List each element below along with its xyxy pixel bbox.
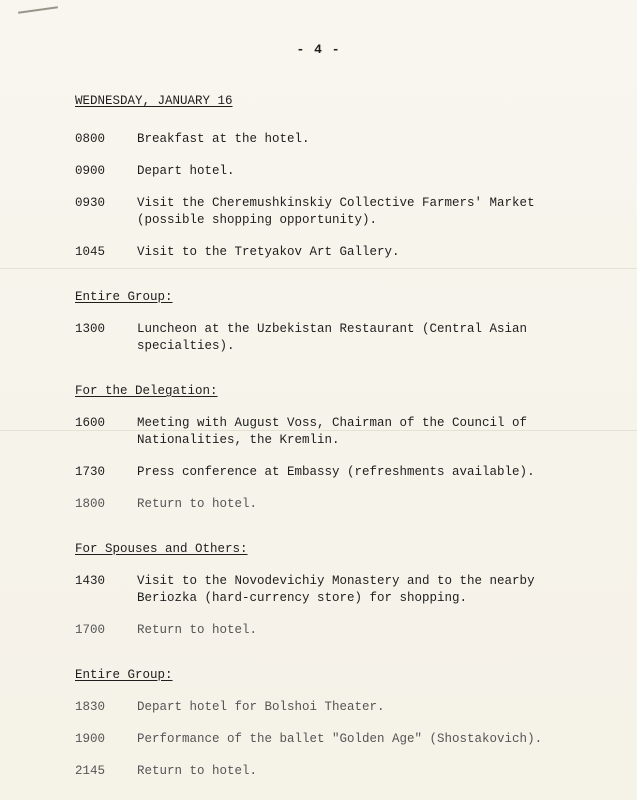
section-heading: For Spouses and Others: bbox=[75, 542, 248, 556]
schedule-entry bbox=[75, 195, 595, 229]
entry-text: Visit the Cheremushkinskiy Collective Farmers' Market (possible shopping opportunity). bbox=[137, 196, 535, 227]
entry-time: 1730 bbox=[75, 465, 106, 479]
schedule-entry bbox=[75, 464, 595, 481]
schedule-section bbox=[75, 289, 595, 355]
schedule bbox=[75, 93, 595, 780]
entry-text: Return to hotel. bbox=[137, 497, 258, 511]
schedule-entry bbox=[75, 573, 595, 607]
schedule-entry bbox=[75, 622, 595, 639]
entry-text: Visit to the Novodevichiy Monastery and to the nearby Beriozka (hard-currency store) for shopping. bbox=[137, 574, 535, 605]
day-heading: WEDNESDAY, JANUARY 16 bbox=[75, 94, 233, 108]
schedule-section bbox=[75, 541, 595, 639]
schedule-entry bbox=[75, 244, 595, 261]
entry-time: 1430 bbox=[75, 574, 106, 588]
schedule-entry bbox=[75, 415, 595, 449]
entry-time: 0900 bbox=[75, 164, 106, 178]
pen-mark bbox=[18, 6, 58, 14]
entry-time: 1800 bbox=[75, 497, 106, 511]
schedule-entry bbox=[75, 163, 595, 180]
entry-time: 1045 bbox=[75, 245, 106, 259]
entry-time: 2145 bbox=[75, 764, 106, 778]
entry-text: Luncheon at the Uzbekistan Restaurant (Central Asian specialties). bbox=[137, 322, 528, 353]
entry-time: 1900 bbox=[75, 732, 106, 746]
section-heading: Entire Group: bbox=[75, 668, 173, 682]
entry-text: Return to hotel. bbox=[137, 764, 258, 778]
entry-text: Return to hotel. bbox=[137, 623, 258, 637]
schedule-section bbox=[75, 131, 595, 261]
schedule-section bbox=[75, 383, 595, 513]
entry-time: 0930 bbox=[75, 196, 106, 210]
entry-time: 1830 bbox=[75, 700, 106, 714]
entry-time: 0800 bbox=[75, 132, 106, 146]
schedule-entry bbox=[75, 731, 595, 748]
entry-text: Breakfast at the hotel. bbox=[137, 132, 310, 146]
entry-text: Performance of the ballet "Golden Age" (Shostakovich). bbox=[137, 732, 543, 746]
schedule-entry bbox=[75, 321, 595, 355]
entry-time: 1600 bbox=[75, 416, 106, 430]
schedule-entry bbox=[75, 699, 595, 716]
schedule-section bbox=[75, 667, 595, 780]
entry-text: Visit to the Tretyakov Art Gallery. bbox=[137, 245, 400, 259]
entry-text: Depart hotel for Bolshoi Theater. bbox=[137, 700, 385, 714]
section-heading: For the Delegation: bbox=[75, 384, 218, 398]
entry-time: 1700 bbox=[75, 623, 106, 637]
section-heading: Entire Group: bbox=[75, 290, 173, 304]
entry-text: Press conference at Embassy (refreshments available). bbox=[137, 465, 535, 479]
schedule-entry bbox=[75, 496, 595, 513]
entry-text: Meeting with August Voss, Chairman of the Council of Nationalities, the Kremlin. bbox=[137, 416, 528, 447]
schedule-entry bbox=[75, 763, 595, 780]
entry-time: 1300 bbox=[75, 322, 106, 336]
page-number: - 4 - bbox=[296, 42, 341, 57]
entry-text: Depart hotel. bbox=[137, 164, 235, 178]
schedule-entry bbox=[75, 131, 595, 148]
